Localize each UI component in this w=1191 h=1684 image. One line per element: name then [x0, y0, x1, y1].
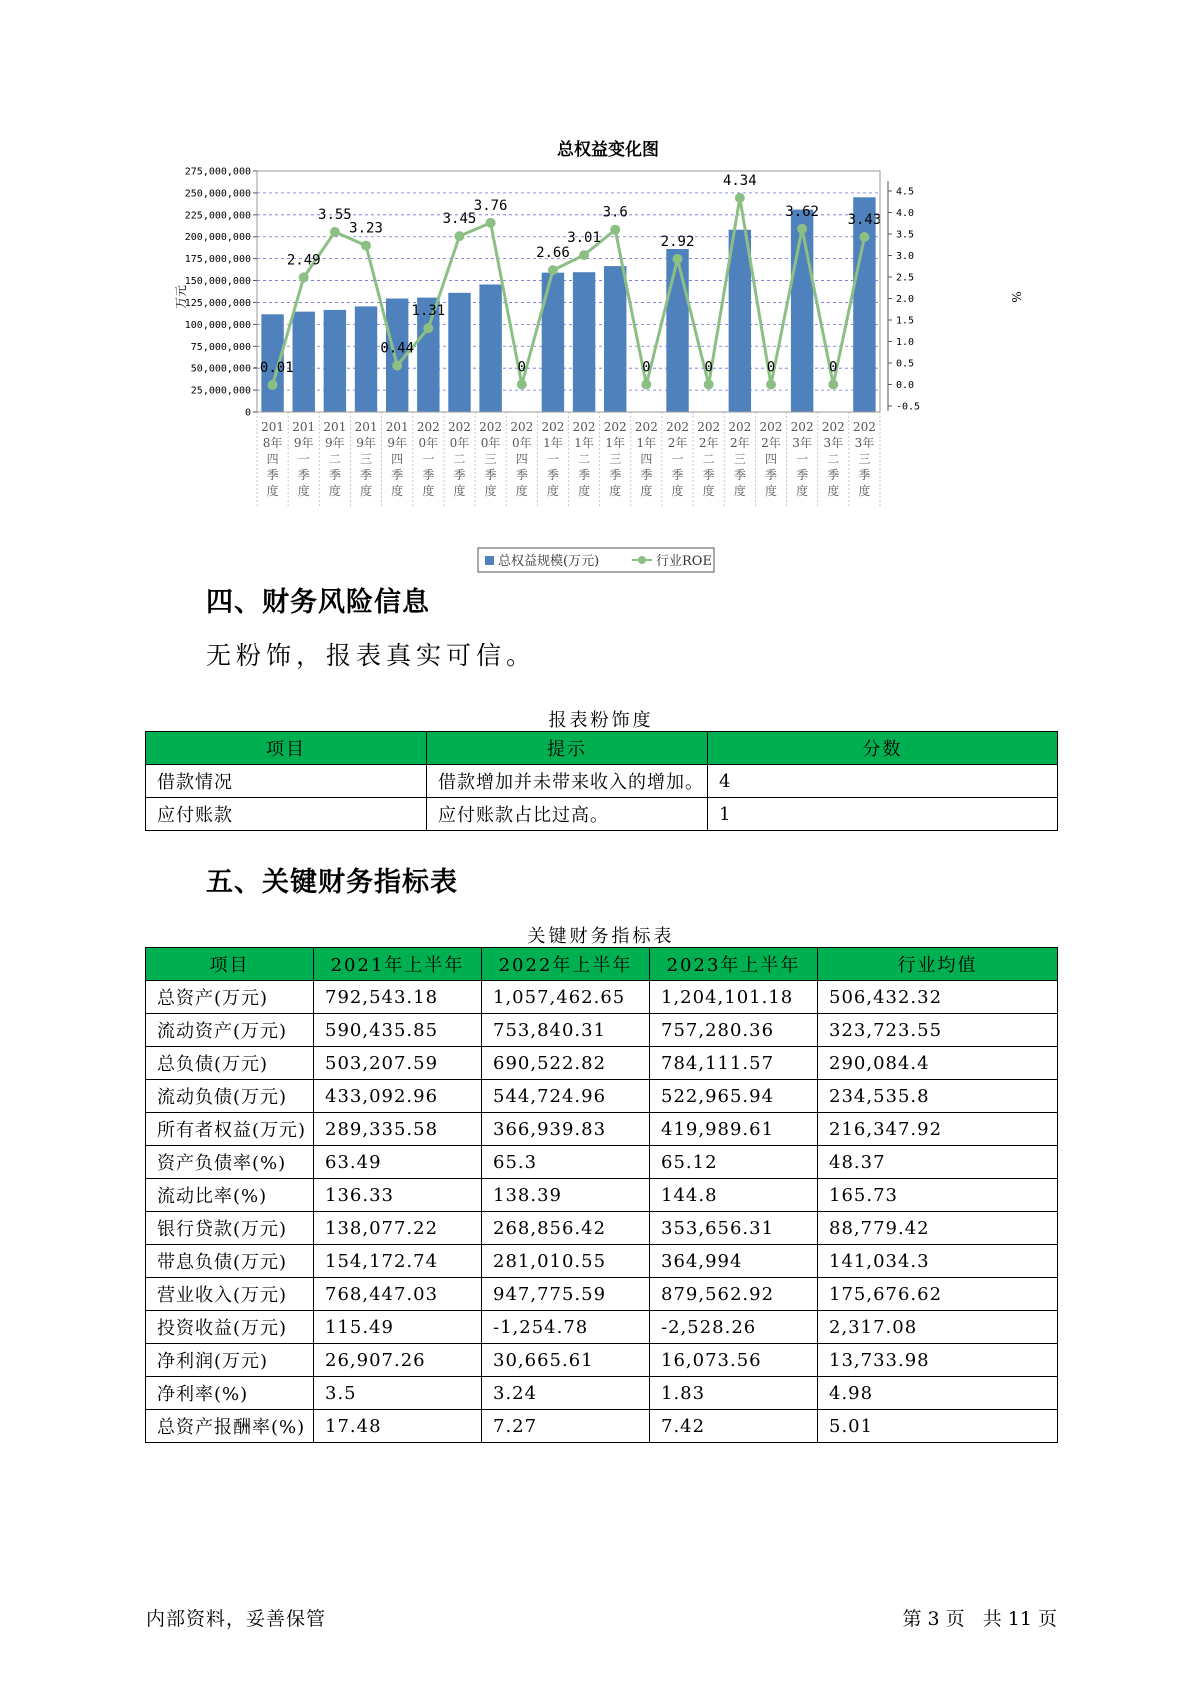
x-tick-label: 202	[666, 420, 689, 434]
x-tick-label: 季	[671, 468, 684, 482]
x-tick-label: 202	[821, 420, 845, 434]
table-cell: 115.49	[314, 1311, 482, 1344]
left-tick-label: 250,000,000	[184, 188, 251, 200]
x-tick-label: 0年	[418, 436, 439, 450]
x-tick-label: 季	[733, 468, 746, 482]
roe-point	[392, 361, 402, 371]
table-cell: 26,907.26	[314, 1344, 482, 1377]
table-row	[146, 1146, 1058, 1179]
roe-data-label: 0	[829, 359, 838, 376]
x-tick-label: 0年	[480, 436, 501, 450]
x-tick-label: 0年	[511, 436, 532, 450]
roe-data-label: 3.62	[785, 203, 819, 220]
section4-body: 无粉饰，报表真实可信。	[206, 641, 537, 670]
x-tick-label: 202	[572, 420, 596, 434]
roe-point	[517, 380, 527, 390]
left-tick-label: 125,000,000	[184, 297, 251, 309]
table-cell: 419,989.61	[650, 1113, 818, 1146]
x-tick-label: 度	[578, 484, 591, 498]
footer-confidential-note: 内部资料，妥善保管	[146, 1608, 327, 1630]
table-cell: 2,317.08	[818, 1311, 1058, 1344]
table-cell: 营业收入(万元)	[146, 1278, 314, 1311]
left-tick-label: 175,000,000	[184, 254, 251, 266]
x-tick-label: 季	[391, 468, 404, 482]
table-cell: 879,562.92	[650, 1278, 818, 1311]
x-tick-label: 度	[484, 484, 497, 498]
table-cell: 947,775.59	[482, 1278, 650, 1311]
x-tick-label: 季	[297, 468, 310, 482]
x-tick-label: 三	[733, 452, 746, 466]
roe-point	[828, 380, 838, 390]
equity-bar	[479, 284, 501, 412]
table-cell: 3.24	[482, 1377, 650, 1410]
roe-data-label: 0.44	[380, 340, 415, 357]
x-tick-label: 202	[541, 420, 565, 434]
left-axis-title: 万元	[174, 284, 188, 310]
x-tick-label: 202	[852, 420, 876, 434]
x-tick-label: 度	[858, 484, 871, 498]
legend-bar-swatch	[485, 556, 494, 565]
table-cell: 234,535.8	[818, 1080, 1058, 1113]
section4-heading: 四、财务风险信息	[206, 587, 430, 618]
x-tick-label: 季	[827, 468, 840, 482]
footer-page-number: 第 3 页 共 11 页	[902, 1608, 1057, 1630]
table-row	[146, 765, 1058, 798]
roe-point	[673, 254, 683, 264]
table-cell: 65.3	[482, 1146, 650, 1179]
x-tick-label: 四	[640, 452, 653, 466]
table-cell: 资产负债率(%)	[146, 1146, 314, 1179]
x-tick-label: 度	[360, 484, 373, 498]
right-tick-label: 1.5	[896, 315, 915, 327]
risk-table-header	[146, 732, 1058, 765]
x-tick-label: 202	[479, 420, 503, 434]
table-cell: 7.27	[482, 1410, 650, 1443]
x-tick-label: 度	[640, 484, 653, 498]
x-tick-label: 三	[609, 452, 622, 466]
x-tick-label: 二	[578, 452, 591, 466]
x-tick-label: 季	[360, 468, 373, 482]
equity-bar	[604, 266, 626, 412]
x-tick-label: 一	[297, 452, 310, 466]
table-cell: 503,207.59	[314, 1047, 482, 1080]
roe-data-label: 3.23	[349, 220, 383, 237]
equity-bar	[573, 272, 595, 412]
table-cell: -2,528.26	[650, 1311, 818, 1344]
x-tick-label: 202	[603, 420, 627, 434]
table-row	[146, 1410, 1058, 1443]
left-tick-label: 0	[244, 407, 251, 419]
x-tick-label: 四	[266, 452, 279, 466]
x-tick-label: 8年	[262, 436, 283, 450]
table-cell: 投资收益(万元)	[146, 1311, 314, 1344]
roe-point	[299, 272, 309, 282]
roe-point	[579, 250, 589, 260]
x-tick-label: 202	[510, 420, 534, 434]
roe-data-label: 3.6	[602, 204, 628, 221]
roe-data-label: 2.66	[536, 245, 570, 262]
roe-point	[641, 380, 651, 390]
table-cell: 141,034.3	[818, 1245, 1058, 1278]
table-cell: 175,676.62	[818, 1278, 1058, 1311]
table-cell: -1,254.78	[482, 1311, 650, 1344]
table-cell: 净利润(万元)	[146, 1344, 314, 1377]
table-cell: 13,733.98	[818, 1344, 1058, 1377]
roe-data-label: 2.49	[286, 252, 321, 269]
x-tick-label: 季	[858, 468, 871, 482]
table-cell: 5.01	[818, 1410, 1058, 1443]
x-tick-label: 202	[790, 420, 814, 434]
x-tick-label: 季	[422, 468, 435, 482]
table-cell: 281,010.55	[482, 1245, 650, 1278]
roe-data-label: 3.55	[318, 206, 352, 223]
x-tick-label: 1年	[543, 436, 563, 450]
equity-bar	[666, 249, 688, 412]
right-tick-label: 1.0	[896, 337, 915, 348]
table-row	[146, 1377, 1058, 1410]
table-cell: 165.73	[818, 1179, 1058, 1212]
table-cell: 银行贷款(万元)	[146, 1212, 314, 1245]
kpi-table-header-cell: 2023年上半年	[650, 948, 818, 981]
table-row	[146, 1014, 1058, 1047]
table-cell: 流动比率(%)	[146, 1179, 314, 1212]
x-tick-label: 1年	[636, 436, 657, 450]
right-tick-label: 2.0	[896, 294, 915, 305]
table-cell: 290,084.4	[818, 1047, 1058, 1080]
roe-data-label: 0	[642, 359, 651, 376]
right-tick-label: 2.5	[896, 272, 915, 284]
x-tick-label: 季	[453, 468, 466, 482]
equity-bar	[729, 230, 751, 412]
table-cell: 1.83	[650, 1377, 818, 1410]
legend-line-label: 行业ROE	[656, 554, 712, 569]
left-tick-label: 75,000,000	[190, 341, 251, 353]
x-tick-label: 度	[453, 484, 466, 498]
table-row	[146, 798, 1058, 831]
roe-data-label: 4.34	[722, 172, 757, 189]
x-tick-label: 季	[796, 468, 809, 482]
x-tick-label: 度	[671, 484, 684, 498]
table-cell: 544,724.96	[482, 1080, 650, 1113]
table-cell: 65.12	[650, 1146, 818, 1179]
roe-point	[859, 232, 869, 242]
x-tick-label: 三	[484, 452, 497, 466]
x-tick-label: 度	[827, 484, 840, 498]
x-tick-label: 季	[266, 468, 279, 482]
x-tick-label: 2年	[667, 436, 688, 450]
x-tick-label: 四	[764, 452, 777, 466]
equity-bar	[355, 306, 377, 412]
table-cell: 4	[708, 765, 1058, 798]
table-cell: 流动资产(万元)	[146, 1014, 314, 1047]
x-tick-label: 1年	[574, 436, 594, 450]
roe-point	[766, 380, 776, 390]
left-tick-label: 150,000,000	[184, 276, 251, 288]
table-cell: 借款情况	[146, 765, 427, 798]
table-cell: 流动负债(万元)	[146, 1080, 314, 1113]
table-cell: 带息负债(万元)	[146, 1245, 314, 1278]
table-row	[146, 981, 1058, 1014]
x-tick-label: 二	[328, 452, 341, 466]
section5-heading: 五、关键财务指标表	[206, 867, 458, 898]
equity-bar	[448, 293, 470, 412]
kpi-table-header-cell: 行业均值	[818, 948, 1058, 981]
x-tick-label: 季	[515, 468, 528, 482]
risk-table-caption: 报表粉饰度	[548, 710, 654, 731]
table-cell: 4.98	[818, 1377, 1058, 1410]
table-cell: 1,204,101.18	[650, 981, 818, 1014]
x-tick-label: 2年	[698, 436, 719, 450]
x-tick-label: 季	[578, 468, 591, 482]
kpi-table-header-cell: 2022年上半年	[482, 948, 650, 981]
table-row	[146, 1113, 1058, 1146]
roe-point	[361, 241, 371, 251]
table-cell: 757,280.36	[650, 1014, 818, 1047]
right-tick-label: 0.5	[896, 358, 915, 370]
table-row	[146, 1212, 1058, 1245]
table-cell: 753,840.31	[482, 1014, 650, 1047]
x-tick-label: 一	[796, 452, 809, 466]
left-tick-label: 200,000,000	[184, 232, 251, 244]
x-tick-label: 一	[422, 452, 435, 466]
table-cell: 792,543.18	[314, 981, 482, 1014]
x-tick-label: 9年	[293, 436, 314, 450]
table-cell: 522,965.94	[650, 1080, 818, 1113]
x-tick-label: 9年	[325, 436, 345, 450]
x-tick-label: 2年	[730, 436, 750, 450]
right-tick-label: -0.5	[896, 401, 921, 413]
roe-data-label: 3.01	[567, 230, 601, 247]
x-tick-label: 一	[671, 452, 684, 466]
right-tick-label: 0.0	[896, 380, 915, 391]
x-tick-label: 202	[697, 420, 721, 434]
table-cell: 506,432.32	[818, 981, 1058, 1014]
right-tick-label: 4.5	[896, 186, 915, 198]
risk-table-header-cell: 分数	[708, 732, 1058, 765]
x-tick-label: 度	[391, 484, 404, 498]
x-tick-label: 度	[546, 484, 559, 498]
x-tick-label: 四	[391, 452, 404, 466]
kpi-table-header-cell: 2021年上半年	[314, 948, 482, 981]
table-cell: 366,939.83	[482, 1113, 650, 1146]
roe-data-label: 3.76	[473, 197, 508, 214]
kpi-table	[145, 947, 1058, 1443]
table-cell: 总资产(万元)	[146, 981, 314, 1014]
x-tick-label: 季	[546, 468, 559, 482]
table-cell: 433,092.96	[314, 1080, 482, 1113]
x-tick-label: 三	[858, 452, 871, 466]
x-tick-label: 0年	[449, 436, 470, 450]
roe-data-label: 1.31	[411, 303, 446, 320]
roe-data-label: -0.01	[251, 359, 294, 376]
right-tick-label: 3.5	[896, 229, 915, 241]
x-tick-label: 3年	[854, 436, 875, 450]
risk-table-header-cell: 提示	[427, 732, 708, 765]
table-cell: 268,856.42	[482, 1212, 650, 1245]
left-tick-label: 25,000,000	[190, 385, 251, 397]
table-cell: 总负债(万元)	[146, 1047, 314, 1080]
roe-point	[454, 231, 464, 241]
kpi-table-caption: 关键财务指标表	[527, 926, 675, 947]
equity-bar	[324, 310, 346, 412]
x-tick-label: 度	[796, 484, 809, 498]
roe-point	[797, 224, 807, 234]
x-tick-label: 3年	[792, 436, 812, 450]
roe-point	[548, 265, 558, 275]
x-tick-label: 202	[759, 420, 783, 434]
table-cell: 353,656.31	[650, 1212, 818, 1245]
table-cell: 1	[708, 798, 1058, 831]
kpi-table-header	[146, 948, 1058, 981]
table-cell: 768,447.03	[314, 1278, 482, 1311]
table-cell: 323,723.55	[818, 1014, 1058, 1047]
right-tick-label: 3.0	[896, 251, 915, 262]
x-tick-label: 202	[634, 420, 658, 434]
x-tick-label: 度	[764, 484, 777, 498]
table-cell: 3.5	[314, 1377, 482, 1410]
x-tick-label: 季	[484, 468, 497, 482]
x-tick-label: 二	[453, 452, 466, 466]
roe-point	[610, 225, 620, 235]
x-tick-label: 度	[515, 484, 528, 498]
table-cell: 784,111.57	[650, 1047, 818, 1080]
roe-point	[423, 323, 433, 333]
roe-point	[704, 380, 714, 390]
table-cell: 63.49	[314, 1146, 482, 1179]
table-cell: 88,779.42	[818, 1212, 1058, 1245]
roe-point	[486, 218, 496, 228]
legend-line-swatch	[638, 556, 646, 564]
table-cell: 30,665.61	[482, 1344, 650, 1377]
table-row	[146, 1311, 1058, 1344]
table-cell: 借款增加并未带来收入的增加。	[427, 765, 708, 798]
x-tick-label: 201	[354, 420, 378, 434]
equity-bar	[853, 197, 875, 412]
table-cell: 净利率(%)	[146, 1377, 314, 1410]
x-tick-label: 201	[261, 420, 285, 434]
x-tick-label: 2年	[761, 436, 781, 450]
roe-data-label: 0	[517, 359, 526, 376]
risk-table-header-cell: 项目	[146, 732, 427, 765]
equity-bar	[293, 312, 315, 412]
table-row	[146, 1245, 1058, 1278]
x-tick-label: 201	[292, 420, 316, 434]
table-cell: 138,077.22	[314, 1212, 482, 1245]
kpi-table-header-cell: 项目	[146, 948, 314, 981]
table-cell: 应付账款占比过高。	[427, 798, 708, 831]
x-tick-label: 二	[827, 452, 840, 466]
roe-data-label: 3.43	[847, 212, 882, 229]
table-cell: 154,172.74	[314, 1245, 482, 1278]
left-tick-label: 50,000,000	[190, 363, 251, 375]
left-tick-label: 225,000,000	[184, 210, 251, 222]
table-cell: 289,335.58	[314, 1113, 482, 1146]
x-tick-label: 度	[702, 484, 715, 498]
risk-table	[145, 731, 1058, 831]
roe-data-label: 0	[704, 359, 713, 376]
x-tick-label: 二	[702, 452, 715, 466]
table-cell: 216,347.92	[818, 1113, 1058, 1146]
x-tick-label: 季	[328, 468, 341, 482]
x-tick-label: 季	[764, 468, 777, 482]
table-row	[146, 1047, 1058, 1080]
x-tick-label: 一	[546, 452, 559, 466]
x-tick-label: 度	[328, 484, 341, 498]
roe-point	[330, 227, 340, 237]
x-tick-label: 季	[640, 468, 653, 482]
x-tick-label: 度	[733, 484, 746, 498]
x-tick-label: 202	[416, 420, 440, 434]
x-tick-label: 9年	[387, 436, 407, 450]
right-axis-title: %	[1009, 291, 1023, 303]
table-cell: 364,994	[650, 1245, 818, 1278]
x-tick-label: 9年	[356, 436, 376, 450]
equity-chart	[170, 135, 1030, 595]
right-tick-label: 4.0	[896, 208, 915, 219]
x-tick-label: 季	[702, 468, 715, 482]
x-tick-label: 度	[266, 484, 279, 498]
table-row	[146, 1278, 1058, 1311]
table-cell: 应付账款	[146, 798, 427, 831]
table-row	[146, 1179, 1058, 1212]
roe-data-label: 2.92	[660, 233, 695, 250]
table-cell: 690,522.82	[482, 1047, 650, 1080]
x-tick-label: 202	[448, 420, 471, 434]
x-tick-label: 1年	[605, 436, 626, 450]
legend-bar-label: 总权益规模(万元)	[498, 554, 600, 569]
x-tick-label: 季	[609, 468, 622, 482]
table-cell: 48.37	[818, 1146, 1058, 1179]
table-cell: 144.8	[650, 1179, 818, 1212]
x-tick-label: 四	[515, 452, 528, 466]
x-tick-label: 三	[360, 452, 373, 466]
x-tick-label: 度	[609, 484, 622, 498]
chart-legend	[478, 548, 714, 572]
table-cell: 136.33	[314, 1179, 482, 1212]
table-cell: 590,435.85	[314, 1014, 482, 1047]
table-cell: 17.48	[314, 1410, 482, 1443]
chart-title: 总权益变化图	[557, 140, 659, 160]
table-cell: 16,073.56	[650, 1344, 818, 1377]
x-tick-label: 3年	[823, 436, 844, 450]
table-cell: 1,057,462.65	[482, 981, 650, 1014]
roe-point	[735, 193, 745, 203]
x-tick-label: 度	[422, 484, 435, 498]
left-tick-label: 100,000,000	[184, 319, 251, 331]
x-tick-label: 202	[728, 420, 752, 434]
roe-point	[268, 380, 278, 390]
x-tick-label: 201	[385, 420, 409, 434]
table-cell: 7.42	[650, 1410, 818, 1443]
table-row	[146, 1080, 1058, 1113]
table-row	[146, 1344, 1058, 1377]
x-tick-label: 度	[297, 484, 310, 498]
table-cell: 总资产报酬率(%)	[146, 1410, 314, 1443]
x-tick-label: 201	[323, 420, 347, 434]
table-cell: 所有者权益(万元)	[146, 1113, 314, 1146]
left-tick-label: 275,000,000	[184, 166, 251, 178]
equity-bar	[791, 210, 813, 412]
table-cell: 138.39	[482, 1179, 650, 1212]
roe-data-label: 0	[766, 359, 776, 376]
roe-data-label: 3.45	[442, 211, 477, 228]
